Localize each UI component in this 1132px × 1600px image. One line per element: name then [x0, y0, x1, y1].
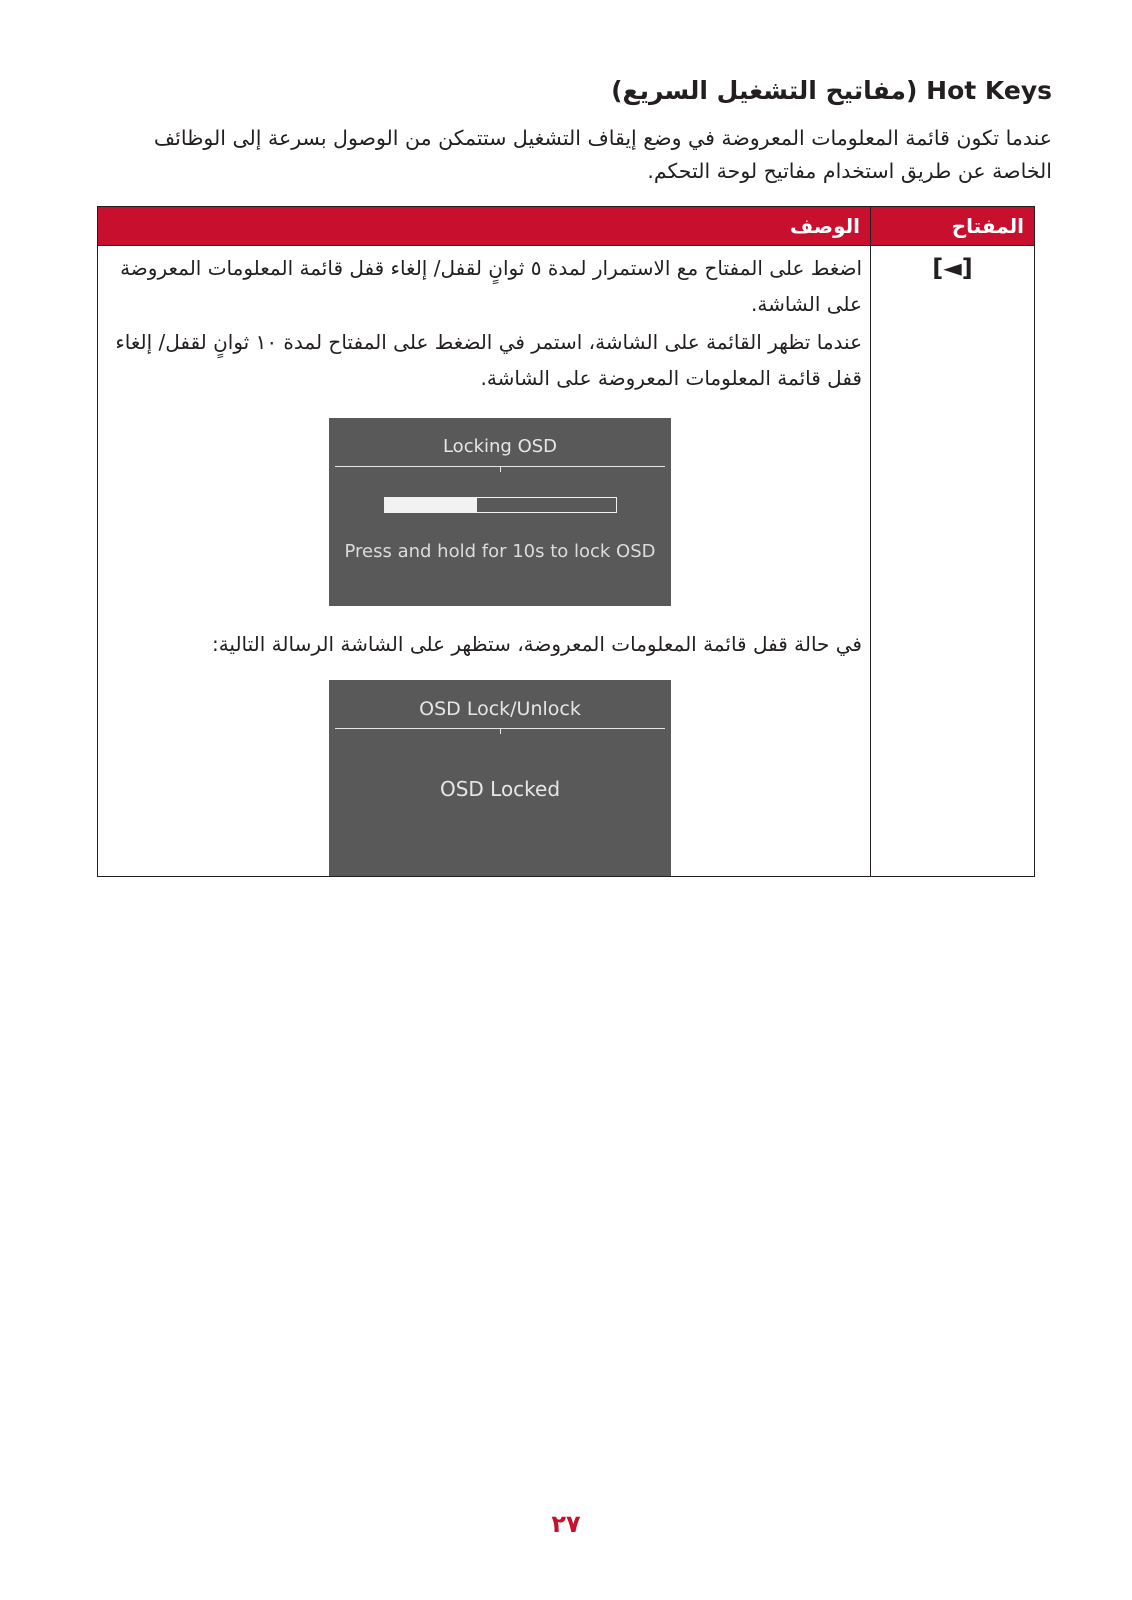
description-paragraph: في حالة قفل قائمة المعلومات المعروضة، ستظهر على الشاشة الرسالة التالية: — [211, 632, 862, 656]
osd-divider — [335, 728, 665, 729]
osd-locked-status: OSD Locked — [439, 777, 561, 801]
header-key: المفتاح — [871, 207, 1035, 246]
description-paragraph: عندما تظهر القائمة على الشاشة، استمر في الضغط على المفتاح لمدة ١٠ ثوانٍ لقفل/ إلغاء قفل قائمة المعلومات المعروضة على الشاشة. — [115, 330, 862, 390]
osd-locking-title: Locking OSD — [442, 436, 558, 457]
key-cell — [871, 246, 1035, 877]
header-description: الوصف — [98, 207, 871, 246]
table-row — [98, 246, 1035, 877]
description-cell — [98, 246, 871, 877]
osd-divider — [335, 466, 665, 467]
osd-locking-message: Press and hold for 10s to lock OSD — [344, 541, 656, 562]
hotkeys-table — [97, 206, 1035, 877]
osd-lock-progress-bar — [384, 497, 617, 513]
intro-paragraph: عندما تكون قائمة المعلومات المعروضة في وضع إيقاف التشغيل ستتمكن من الوصول بسرعة إلى الوظائف الخاصة عن طريق استخدام مفاتيح لوحة التحكم. — [153, 126, 1052, 183]
osd-locking-screenshot — [329, 418, 671, 606]
description-paragraph: اضغط على المفتاح مع الاستمرار لمدة ٥ ثوانٍ لقفل/ إلغاء قفل قائمة المعلومات المعروضة على الشاشة. — [120, 256, 862, 316]
page-title: Hot Keys (مفاتيح التشغيل السريع) — [611, 76, 1052, 105]
osd-lock-progress-fill — [385, 498, 477, 512]
table-header-row — [98, 207, 1035, 246]
osd-locked-screenshot — [329, 680, 671, 876]
page-number: ٢٧ — [551, 1510, 581, 1538]
osd-locked-title: OSD Lock/Unlock — [419, 698, 581, 720]
left-arrow-key-label: [◄] — [932, 254, 973, 282]
